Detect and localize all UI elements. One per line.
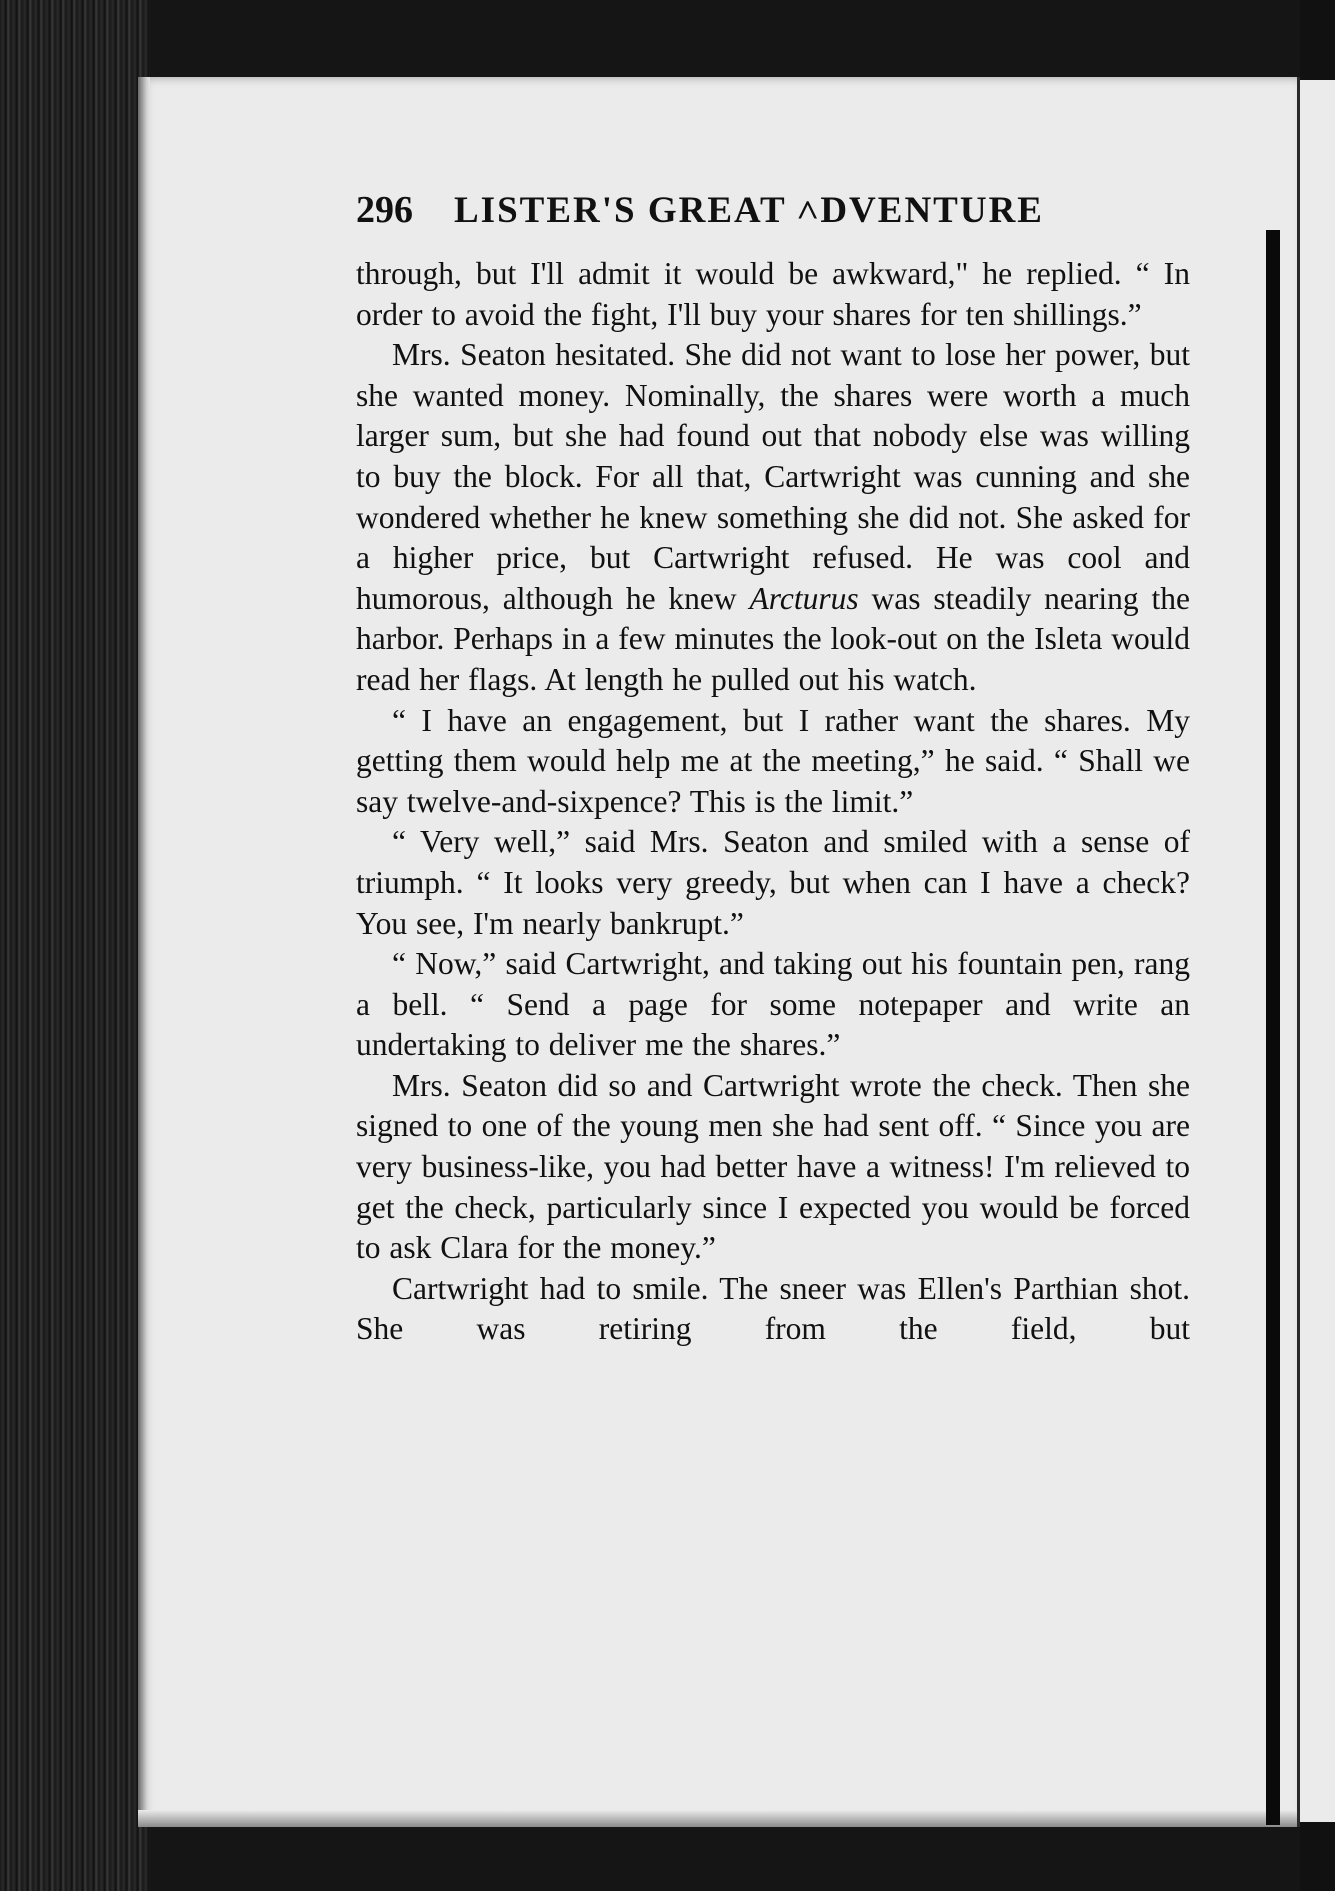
paragraph-4: [356, 822, 1190, 944]
page-content: [356, 188, 1190, 1350]
paragraph-5: [356, 944, 1190, 1066]
paragraph-text: Cartwright had to smile. The sneer was Ellen's Parthian shot. She was retiring from the field, but: [356, 1270, 1190, 1347]
page-right-edge: [1266, 230, 1280, 1825]
paragraph-text: Mrs. Seaton hesitated. She did not want to lose her power, but she wanted money. Nominally, the shares were worth a much larger sum, but she had found out that nobody else was willing to buy the block. For all that, Cartwright was cunning and she wondered whether he knew something she did not. She asked for a higher price, but Cartwright refused. He was cool and humorous, although he knew: [356, 337, 1190, 616]
paragraph-2: [356, 335, 1190, 700]
book-binding-edge: [0, 0, 150, 1891]
page-bottom-shadow: [138, 1810, 1298, 1827]
paragraph-text-continued: was steadily nearing the harbor. Perhaps in a few minutes the look-out on the Isleta would read her flags. At length he pulled out his watch.: [356, 580, 1190, 697]
paragraph-7: [356, 1269, 1190, 1350]
paragraph-6: [356, 1066, 1190, 1269]
paragraph-1: [356, 254, 1190, 335]
paragraph-3: [356, 701, 1190, 823]
paragraph-text: “ I have an engagement, but I rather want the shares. My getting them would help me at the meeting,” he said. “ Shall we say twelve-and-sixpence? This is the limit.”: [356, 702, 1190, 819]
paragraph-text: “ Very well,” said Mrs. Seaton and smiled with a sense of triumph. “ It looks very greedy, but when can I have a check? You see, I'm nearly bankrupt.”: [356, 824, 1190, 941]
paragraph-text: through, but I'll admit it would be awkward," he replied. “ In order to avoid the fight, I'll buy your shares for ten shillings.”: [356, 256, 1190, 332]
running-title: LISTER'S GREAT ˄DVENTURE: [454, 190, 1044, 231]
running-header: [356, 188, 1190, 248]
ship-name-italic: Arcturus: [749, 580, 859, 616]
paragraph-text: Mrs. Seaton did so and Cartwright wrote the check. Then she signed to one of the young men she had sent off. “ Since you are very business-like, you had better have a witness! I'm relieved to get the check, particularly since I expected you would be forced to ask Clara for the money.”: [356, 1067, 1190, 1266]
page-number: 296: [356, 189, 413, 231]
next-page-strip: [1300, 0, 1335, 1891]
scanner-bottom-corner: [1300, 1822, 1335, 1891]
page-gutter-shadow: [138, 77, 150, 1827]
paragraph-text: “ Now,” said Cartwright, and taking out his fountain pen, rang a bell. “ Send a page for some notepaper and write an undertaking to deliver me the shares.”: [356, 946, 1190, 1063]
scanner-top-corner: [1300, 0, 1335, 80]
